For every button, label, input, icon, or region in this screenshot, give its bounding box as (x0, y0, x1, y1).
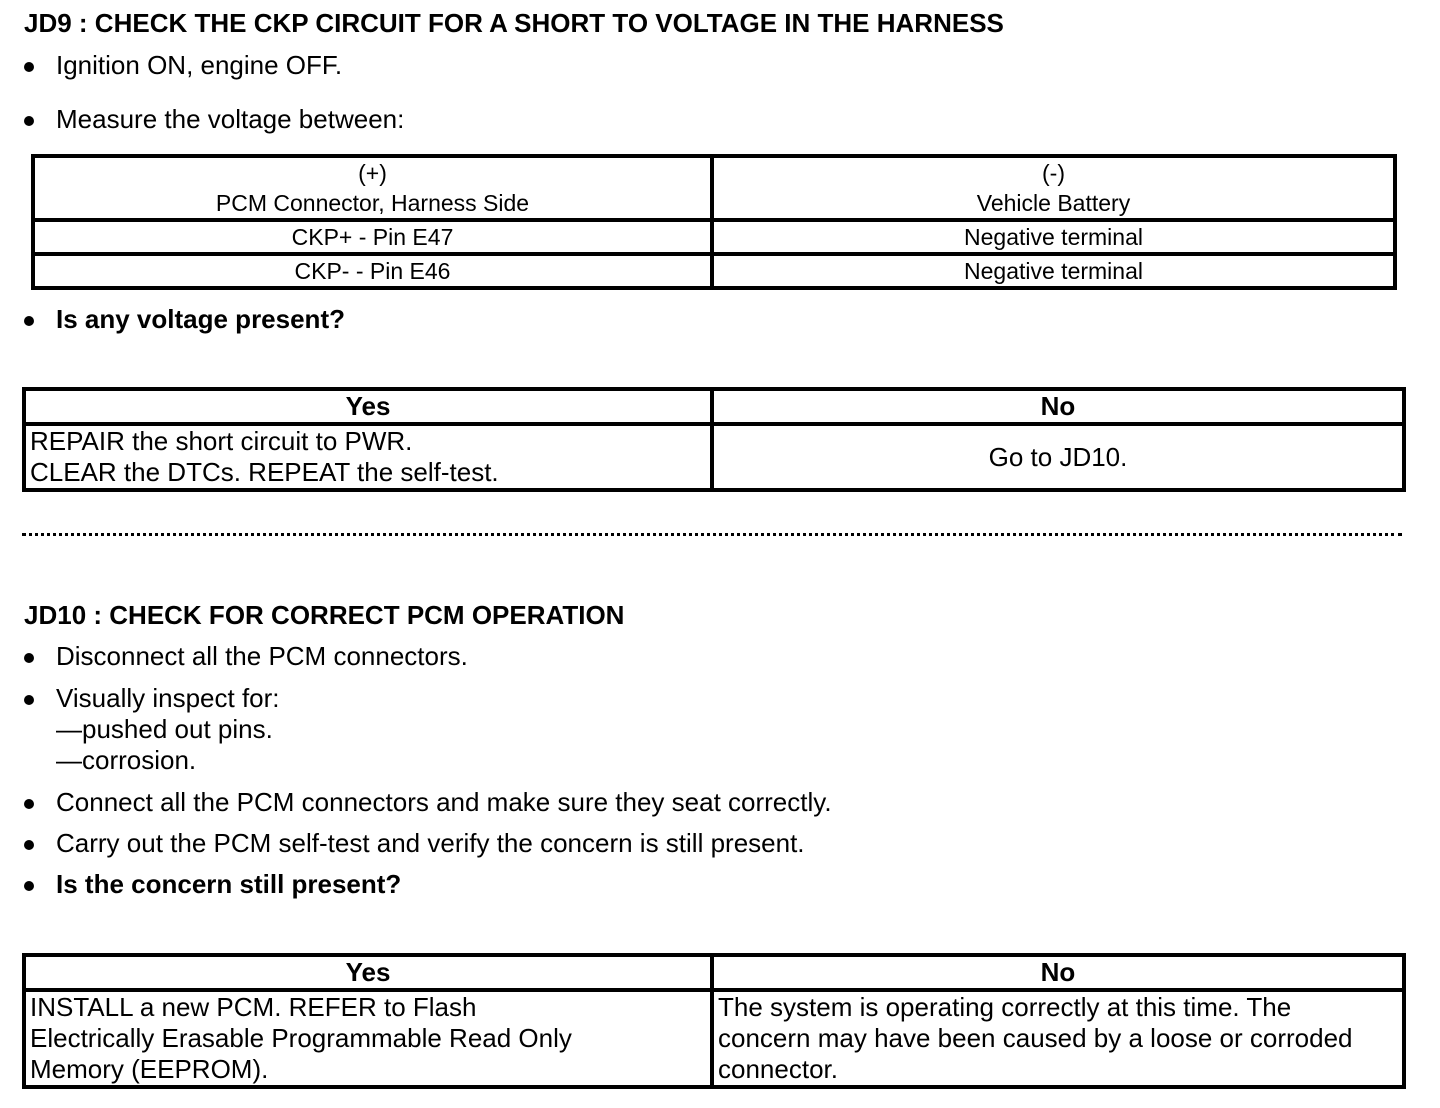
result-row (24, 990, 1404, 1087)
result-row (24, 424, 1404, 490)
table-cell: Negative terminal (712, 254, 1395, 288)
step-2-subitem: —corrosion. (56, 745, 197, 775)
no-header: No (712, 955, 1404, 990)
table-cell: Negative terminal (712, 220, 1395, 254)
yes-line: INSTALL a new PCM. REFER to Flash (30, 992, 477, 1022)
measure-col1-header (33, 156, 712, 220)
bullet-icon (24, 881, 34, 891)
yes-line: Electrically Erasable Programmable Read Only (30, 1023, 572, 1053)
bullet-icon (24, 116, 34, 126)
yes-header: Yes (24, 955, 712, 990)
jd9-result-table (22, 387, 1406, 492)
yes-cell (24, 424, 712, 490)
jd10-step-4 (0, 828, 1400, 859)
jd9-measure-table (31, 154, 1397, 290)
measure-header-row (33, 156, 1395, 220)
jd10-step-1 (0, 641, 1400, 672)
no-header: No (712, 389, 1404, 424)
table-row (33, 254, 1395, 288)
bullet-icon (24, 799, 34, 809)
table-cell: CKP- - Pin E46 (33, 254, 712, 288)
no-line: The system is operating correctly at this time. The (718, 992, 1292, 1022)
jd10-step-1-text: Disconnect all the PCM connectors. (56, 641, 468, 671)
result-header-row (24, 389, 1404, 424)
jd10-step-2-text (56, 683, 280, 776)
jd9-step-2 (0, 104, 1400, 135)
yes-line: REPAIR the short circuit to PWR. (30, 426, 413, 456)
jd9-step-1 (0, 50, 1400, 81)
jd10-heading: JD10 : CHECK FOR CORRECT PCM OPERATION (24, 600, 625, 630)
result-header-row (24, 955, 1404, 990)
measure-col2-header (712, 156, 1395, 220)
bullet-icon (24, 653, 34, 663)
no-cell: Go to JD10. (712, 424, 1404, 490)
col2-label: Vehicle Battery (976, 190, 1131, 216)
col1-sign: (+) (358, 160, 387, 186)
bullet-icon (24, 316, 34, 326)
col1-label: PCM Connector, Harness Side (215, 190, 530, 216)
yes-cell (24, 990, 712, 1087)
yes-line: Memory (EEPROM). (30, 1054, 269, 1084)
jd10-step-4-text: Carry out the PCM self-test and verify the concern is still present. (56, 828, 805, 858)
jd9-heading: JD9 : CHECK THE CKP CIRCUIT FOR A SHORT TO VOLTAGE IN THE HARNESS (24, 8, 1004, 38)
jd10-step-3-text: Connect all the PCM connectors and make sure they seat correctly. (56, 787, 832, 817)
jd9-step-1-text: Ignition ON, engine OFF. (56, 50, 343, 80)
jd10-question (0, 869, 1400, 900)
bullet-icon (24, 695, 34, 705)
jd10-question-text: Is the concern still present? (56, 869, 402, 899)
no-line: connector. (718, 1054, 838, 1084)
bullet-icon (24, 840, 34, 850)
yes-line: CLEAR the DTCs. REPEAT the self-test. (30, 457, 499, 487)
step-2-subitem: —pushed out pins. (56, 714, 273, 744)
jd10-result-table (22, 953, 1406, 1089)
yes-header: Yes (24, 389, 712, 424)
section-divider (22, 533, 1402, 536)
no-cell (712, 990, 1404, 1087)
jd10-step-2 (0, 683, 1400, 776)
bullet-icon (24, 62, 34, 72)
jd9-question-text: Is any voltage present? (56, 304, 345, 334)
col2-sign: (-) (1042, 160, 1065, 186)
no-line: concern may have been caused by a loose or corroded (718, 1023, 1353, 1053)
table-cell: CKP+ - Pin E47 (33, 220, 712, 254)
jd9-question (0, 304, 1400, 335)
table-row (33, 220, 1395, 254)
step-2-line: Visually inspect for: (56, 683, 280, 713)
jd9-step-2-text: Measure the voltage between: (56, 104, 405, 134)
jd10-step-3 (0, 787, 1400, 818)
